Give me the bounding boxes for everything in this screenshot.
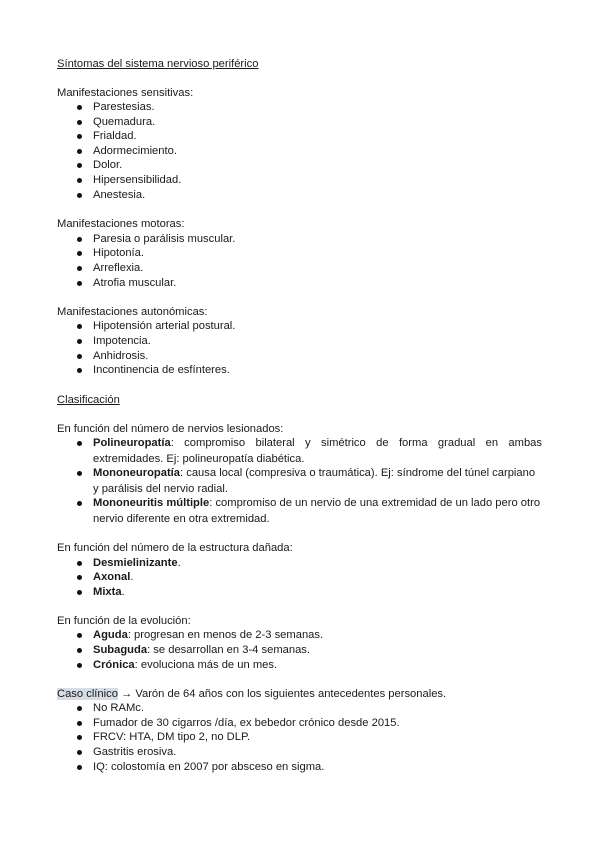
list-item: Frialdad. <box>93 130 137 142</box>
caso-intro <box>57 687 446 702</box>
clasificacion-title: Clasificación <box>57 394 120 406</box>
definition: : compromiso de un nervio de una extremidad de un lado pero otro nervio diferente en otra extremidad. <box>93 497 541 525</box>
definition: : progresan en menos de 2-3 semanas. <box>127 629 324 641</box>
list-item <box>93 556 181 571</box>
list-item <box>93 643 310 658</box>
list-item: Anestesia. <box>93 189 146 201</box>
list-item: Dolor. <box>93 159 123 171</box>
caso-label: Caso clínico <box>57 688 118 700</box>
estructura-heading: En función del número de la estructura dañada: <box>57 542 293 554</box>
list-item <box>93 658 277 673</box>
list-item: FRCV: HTA, DM tipo 2, no DLP. <box>93 731 251 743</box>
list-item: Quemadura. <box>93 116 156 128</box>
list-item: No RAMc. <box>93 702 144 714</box>
autonomicas-heading: Manifestaciones autonómicas: <box>57 306 208 318</box>
term: Mixta <box>93 586 122 598</box>
arrow-icon: → <box>121 688 133 700</box>
list-item: Anhidrosis. <box>93 350 149 362</box>
definition: . <box>177 557 181 569</box>
list-item: Fumador de 30 cigarros /día, ex bebedor crónico desde 2015. <box>93 717 400 729</box>
list-item <box>93 570 133 585</box>
definition: : evoluciona más de un mes. <box>134 659 278 671</box>
list-item <box>93 436 542 467</box>
definition: : se desarrollan en 3-4 semanas. <box>147 644 311 656</box>
evolucion-heading: En función de la evolución: <box>57 615 191 627</box>
list-item: Gastritis erosiva. <box>93 746 177 758</box>
list-item: Atrofia muscular. <box>93 277 177 289</box>
list-item: Adormecimiento. <box>93 145 177 157</box>
list-item: IQ: colostomía en 2007 por absceso en sigma. <box>93 761 325 773</box>
list-item: Incontinencia de esfínteres. <box>93 364 230 376</box>
definition: : compromiso bilateral y simétrico de forma gradual en ambas extremidades. Ej: polineuropatía diabética. <box>93 437 542 465</box>
caso-text: Varón de 64 años con los siguientes antecedentes personales. <box>135 688 447 700</box>
list-item: Hipersensibilidad. <box>93 174 182 186</box>
definition: . <box>130 571 134 583</box>
list-item <box>93 496 542 527</box>
list-item <box>93 466 542 497</box>
term: Aguda <box>93 629 128 641</box>
list-item <box>93 585 125 600</box>
list-item: Hipotonía. <box>93 247 144 259</box>
term: Crónica <box>93 659 135 671</box>
term: Axonal <box>93 571 131 583</box>
list-item: Parestesias. <box>93 101 155 113</box>
list-item: Hipotensión arterial postural. <box>93 320 236 332</box>
list-item: Impotencia. <box>93 335 151 347</box>
definition: : causa local (compresiva o traumática). Ej: síndrome del túnel carpiano y parálisis del nervio radial. <box>93 467 536 495</box>
nervios-heading: En función del número de nervios lesionados: <box>57 423 284 435</box>
term: Desmielinizante <box>93 557 178 569</box>
list-item <box>93 628 323 643</box>
term: Mononeuropatía <box>93 467 181 479</box>
motoras-heading: Manifestaciones motoras: <box>57 218 185 230</box>
definition: . <box>121 586 125 598</box>
term: Polineuropatía <box>93 437 171 449</box>
list-item: Paresia o parálisis muscular. <box>93 233 236 245</box>
term: Mononeuritis múltiple <box>93 497 210 509</box>
list-item: Arreflexia. <box>93 262 144 274</box>
section-title: Síntomas del sistema nervioso periférico <box>57 58 259 70</box>
sensitivas-heading: Manifestaciones sensitivas: <box>57 87 194 99</box>
term: Subaguda <box>93 644 148 656</box>
